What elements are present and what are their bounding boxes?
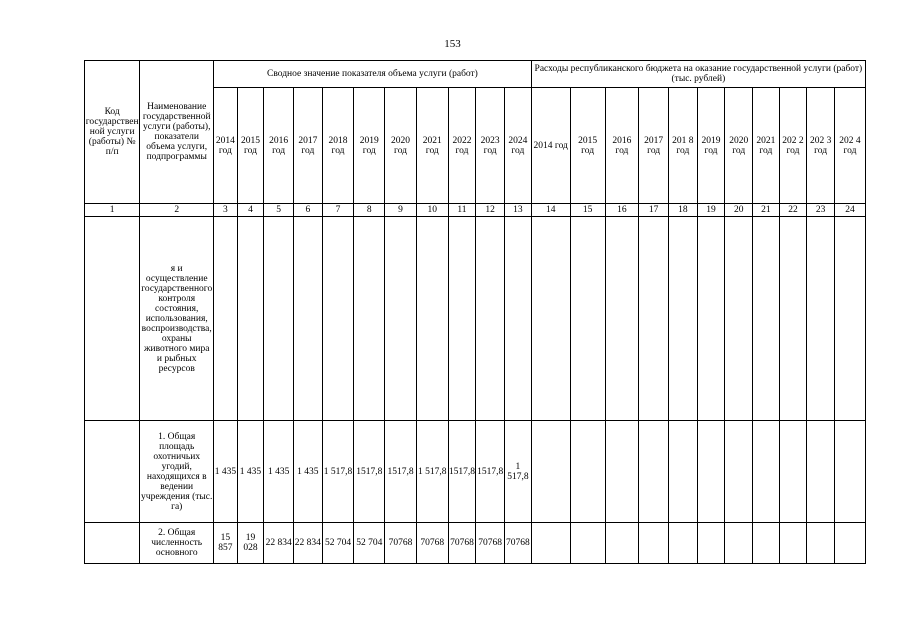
budget-year-header: 2014 год — [531, 88, 570, 204]
volume-year-header: 2019 год — [354, 88, 385, 204]
column-number-row — [85, 204, 866, 217]
volume-year-header: 2022 год — [448, 88, 476, 204]
volume-value-cell: 1 435 — [264, 421, 294, 523]
volume-value-cell: 19 028 — [237, 523, 264, 564]
volume-year-header: 2017 год — [293, 88, 322, 204]
budget-value-cell — [570, 421, 605, 523]
budget-value-cell — [669, 217, 698, 421]
budget-value-cell — [834, 421, 865, 523]
volume-value-cell: 1517,8 — [448, 421, 476, 523]
budget-value-cell — [605, 217, 639, 421]
header-row-groups — [85, 61, 866, 88]
volume-value-cell: 1517,8 — [354, 421, 385, 523]
budget-value-cell — [531, 523, 570, 564]
volume-value-cell: 1 435 — [214, 421, 238, 523]
volume-value-cell — [354, 217, 385, 421]
column-number: 12 — [476, 204, 505, 217]
column-number: 8 — [354, 204, 385, 217]
volume-value-cell: 1 435 — [237, 421, 264, 523]
volume-year-header: 2016 год — [264, 88, 294, 204]
budget-year-header: 2017 год — [639, 88, 669, 204]
budget-value-cell — [725, 421, 753, 523]
volume-value-cell — [214, 217, 238, 421]
column-number: 10 — [416, 204, 448, 217]
column-number: 5 — [264, 204, 294, 217]
column-number: 19 — [697, 204, 725, 217]
volume-value-cell: 70768 — [448, 523, 476, 564]
budget-value-cell — [753, 523, 780, 564]
budget-year-header: 202 3 год — [807, 88, 835, 204]
volume-value-cell: 1 517,8 — [505, 421, 532, 523]
row-code-cell — [85, 217, 140, 421]
column-number: 6 — [293, 204, 322, 217]
budget-year-header: 2019 год — [697, 88, 725, 204]
volume-value-cell: 70768 — [476, 523, 505, 564]
row-name-cell: 1. Общая площадь охотничьих угодий, находящихся в ведении учреждения (тыс. га) — [140, 421, 214, 523]
row-code-cell — [85, 523, 140, 564]
volume-value-cell: 1 517,8 — [322, 421, 354, 523]
row-name-cell: я и осуществление государственного контроля состояния, использования, воспроизводства, охраны животного мира и рыбных ресурсов — [140, 217, 214, 421]
budget-value-cell — [753, 217, 780, 421]
budget-value-cell — [605, 523, 639, 564]
budget-year-header: 202 4 год — [834, 88, 865, 204]
column-number: 4 — [237, 204, 264, 217]
budget-value-cell — [605, 421, 639, 523]
budget-value-cell — [779, 421, 807, 523]
row-name-cell: 2. Общая численность основного — [140, 523, 214, 564]
budget-value-cell — [779, 523, 807, 564]
budget-value-cell — [834, 523, 865, 564]
budget-value-cell — [807, 217, 835, 421]
column-number: 16 — [605, 204, 639, 217]
volume-value-cell: 15 857 — [214, 523, 238, 564]
column-number: 11 — [448, 204, 476, 217]
code-column-header: Код государственной услуги (работы) № п/п — [85, 61, 140, 204]
volume-value-cell — [264, 217, 294, 421]
row-code-cell — [85, 421, 140, 523]
volume-value-cell: 52 704 — [354, 523, 385, 564]
budget-value-cell — [807, 421, 835, 523]
budget-value-cell — [807, 523, 835, 564]
budget-year-header: 202 2 год — [779, 88, 807, 204]
budget-value-cell — [669, 523, 698, 564]
budget-value-cell — [725, 217, 753, 421]
budget-year-header: 2016 год — [605, 88, 639, 204]
volume-year-header: 2021 год — [416, 88, 448, 204]
column-number: 2 — [140, 204, 214, 217]
column-number: 18 — [669, 204, 698, 217]
volume-value-cell: 70768 — [385, 523, 417, 564]
volume-year-header: 2018 год — [322, 88, 354, 204]
column-number: 3 — [214, 204, 238, 217]
volume-value-cell — [476, 217, 505, 421]
name-column-header: Наименование государственной услуги (работы), показатели объема услуги, подпрограммы — [140, 61, 214, 204]
volume-year-header: 2015 год — [237, 88, 264, 204]
budget-value-cell — [669, 421, 698, 523]
budget-group-header: Расходы республиканского бюджета на оказание государственной услуги (работ) (тыс. рублей) — [531, 61, 865, 88]
volume-value-cell — [237, 217, 264, 421]
column-number: 1 — [85, 204, 140, 217]
budget-value-cell — [639, 523, 669, 564]
column-number: 13 — [505, 204, 532, 217]
page-number: 153 — [444, 38, 461, 50]
budget-year-header: 2015 год — [570, 88, 605, 204]
volume-value-cell — [505, 217, 532, 421]
volume-value-cell: 22 834 — [264, 523, 294, 564]
budget-value-cell — [531, 421, 570, 523]
budget-value-cell — [639, 421, 669, 523]
volume-group-header: Сводное значение показателя объема услуги (работ) — [214, 61, 532, 88]
budget-year-header: 201 8 год — [669, 88, 698, 204]
column-number: 20 — [725, 204, 753, 217]
budget-value-cell — [639, 217, 669, 421]
column-number: 7 — [322, 204, 354, 217]
budget-value-cell — [697, 421, 725, 523]
volume-year-header: 2024 год — [505, 88, 532, 204]
column-number: 24 — [834, 204, 865, 217]
budget-table — [84, 60, 866, 564]
budget-value-cell — [570, 523, 605, 564]
budget-year-header: 2021 год — [753, 88, 780, 204]
volume-value-cell: 70768 — [505, 523, 532, 564]
budget-value-cell — [697, 523, 725, 564]
volume-value-cell: 1517,8 — [385, 421, 417, 523]
budget-value-cell — [531, 217, 570, 421]
volume-value-cell: 52 704 — [322, 523, 354, 564]
volume-value-cell — [293, 217, 322, 421]
budget-value-cell — [753, 421, 780, 523]
column-number: 17 — [639, 204, 669, 217]
budget-value-cell — [834, 217, 865, 421]
column-number: 15 — [570, 204, 605, 217]
table-row — [85, 421, 866, 523]
volume-year-header: 2014 год — [214, 88, 238, 204]
table-row — [85, 523, 866, 564]
column-number: 22 — [779, 204, 807, 217]
volume-value-cell — [385, 217, 417, 421]
volume-value-cell — [448, 217, 476, 421]
volume-value-cell: 1 435 — [293, 421, 322, 523]
budget-value-cell — [697, 217, 725, 421]
budget-value-cell — [570, 217, 605, 421]
volume-value-cell: 1517,8 — [476, 421, 505, 523]
budget-value-cell — [725, 523, 753, 564]
volume-value-cell — [322, 217, 354, 421]
volume-value-cell: 22 834 — [293, 523, 322, 564]
volume-value-cell: 70768 — [416, 523, 448, 564]
budget-value-cell — [779, 217, 807, 421]
table-row — [85, 217, 866, 421]
volume-year-header: 2020 год — [385, 88, 417, 204]
budget-year-header: 2020 год — [725, 88, 753, 204]
column-number: 23 — [807, 204, 835, 217]
column-number: 9 — [385, 204, 417, 217]
volume-value-cell: 1 517,8 — [416, 421, 448, 523]
column-number: 14 — [531, 204, 570, 217]
volume-year-header: 2023 год — [476, 88, 505, 204]
volume-value-cell — [416, 217, 448, 421]
column-number: 21 — [753, 204, 780, 217]
